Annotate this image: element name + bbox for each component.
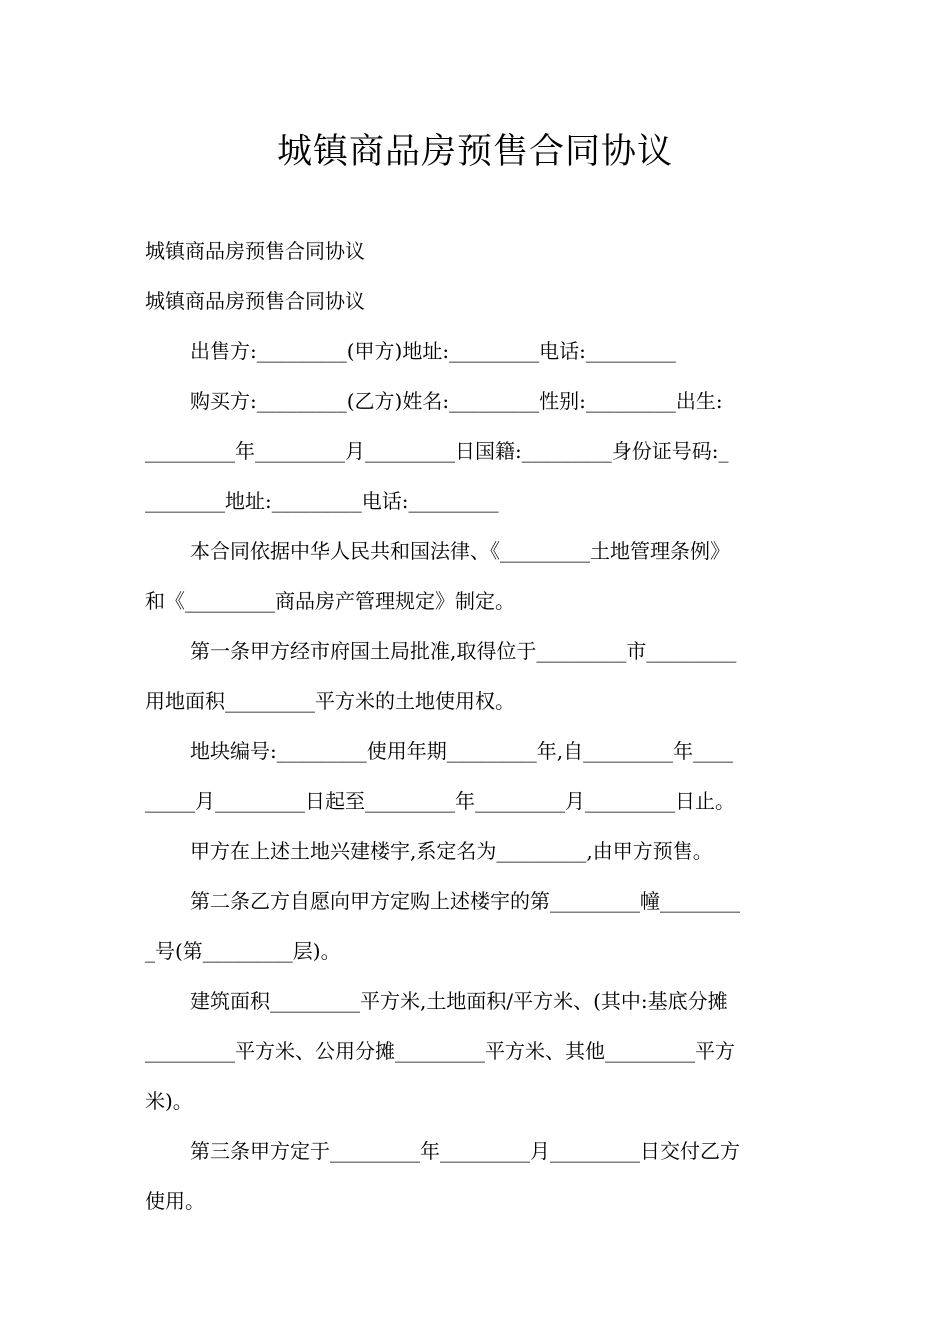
basis-line: 本合同依据中华人民共和国法律、《_________土地管理条例》 <box>190 539 730 563</box>
seller-line: 出售方:_________(甲方)地址:_________电话:_________ <box>190 339 676 363</box>
plot-number-line-cont: _____月_________日起至_________年_________月_________日止。 <box>145 789 735 813</box>
article-one-line-cont: 用地面积_________平方米的土地使用权。 <box>145 689 515 713</box>
subtitle-line: 城镇商品房预售合同协议 <box>145 239 365 263</box>
document-title: 城镇商品房预售合同协议 <box>276 132 673 172</box>
area-line-end: 米)。 <box>145 1089 193 1113</box>
buyer-birth-line: _________年_________月_________日国籍:_________身份证号码:_ <box>145 439 729 463</box>
subtitle-line: 城镇商品房预售合同协议 <box>145 289 365 313</box>
buyer-line: 购买方:_________(乙方)姓名:_________性别:_________出生: <box>190 389 723 413</box>
article-three-line: 第三条甲方定于_________年_________月_________日交付乙方 <box>190 1139 740 1163</box>
article-three-line-cont: 使用。 <box>145 1189 205 1213</box>
article-two-line-cont: _号(第_________层)。 <box>145 939 341 963</box>
article-one-line: 第一条甲方经市府国土局批准,取得位于_________市_________ <box>190 639 737 663</box>
article-two-line: 第二条乙方自愿向甲方定购上述楼宇的第_________幢________ <box>190 889 740 913</box>
plot-number-line: 地块编号:_________使用年期_________年,自_________年____ <box>190 739 734 763</box>
area-line: 建筑面积_________平方米,土地面积/平方米、(其中:基底分摊 <box>190 989 728 1013</box>
buyer-address-line: ________地址:_________电话:_________ <box>145 489 499 513</box>
basis-line-cont: 和《_________商品房产管理规定》制定。 <box>145 589 515 613</box>
building-name-line: 甲方在上述土地兴建楼宇,系定名为_________,由甲方预售。 <box>190 839 713 863</box>
area-line-cont: _________平方米、公用分摊_________平方米、其他_________平方 <box>145 1039 735 1063</box>
